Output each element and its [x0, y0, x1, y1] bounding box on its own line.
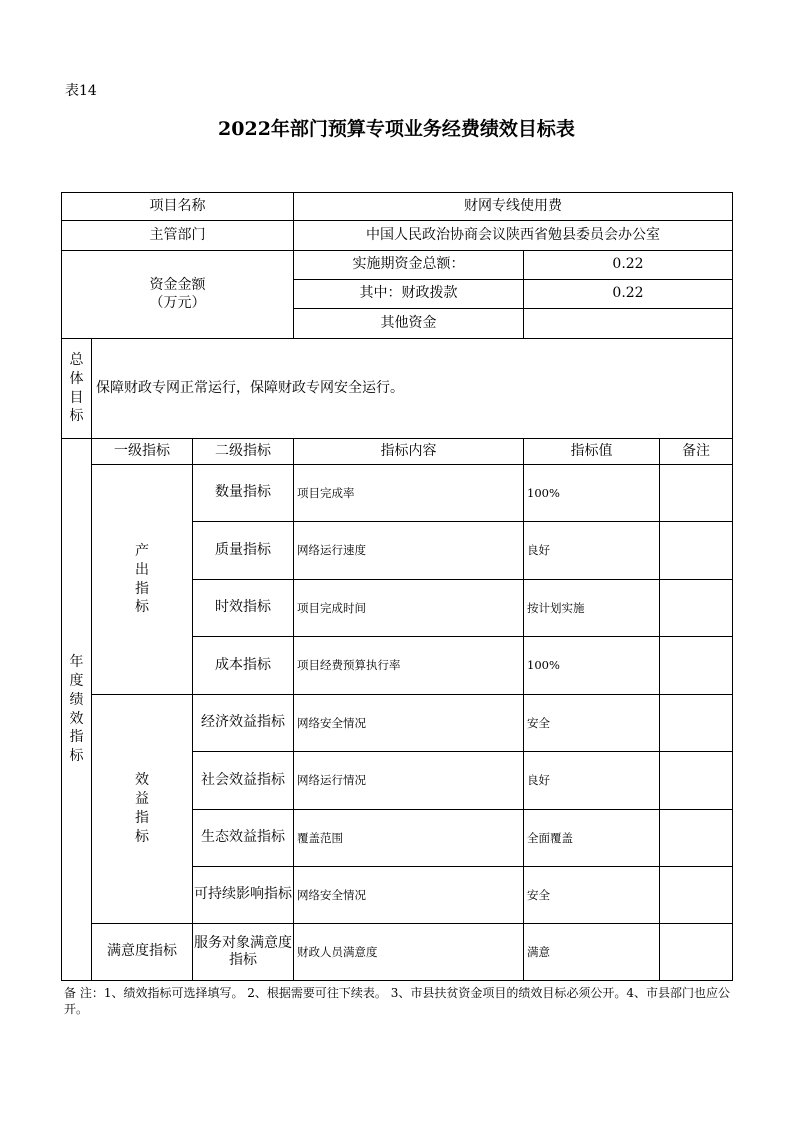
header-value: 指标值	[524, 439, 660, 465]
content-cell: 项目完成率	[294, 465, 524, 522]
fund-label: 资金金额	[149, 277, 206, 293]
table-row	[62, 695, 733, 752]
value-cell: 良好	[524, 752, 660, 810]
header-remark: 备注	[660, 439, 733, 465]
project-name-value: 财网专线使用费	[294, 193, 733, 221]
remark-cell	[660, 580, 733, 637]
project-name-label: 项目名称	[62, 193, 294, 221]
level2-cell: 可持续影响指标	[193, 867, 294, 924]
content-cell: 网络安全情况	[294, 867, 524, 924]
content-cell: 覆盖范围	[294, 810, 524, 867]
overall-goal-label: 总体目标	[62, 339, 92, 439]
content-cell: 网络安全情况	[294, 695, 524, 752]
content-cell: 项目经费预算执行率	[294, 637, 524, 695]
level2-cell: 数量指标	[193, 465, 294, 522]
remark-cell	[660, 522, 733, 580]
dept-value: 中国人民政治协商会议陕西省勉县委员会办公室	[294, 221, 733, 251]
value-cell: 安全	[524, 695, 660, 752]
remark-cell	[660, 867, 733, 924]
level2-cell: 社会效益指标	[193, 752, 294, 810]
level2-cell: 服务对象满意度指标	[193, 924, 294, 981]
remark-cell	[660, 637, 733, 695]
remark-cell	[660, 924, 733, 981]
level2-cell: 生态效益指标	[193, 810, 294, 867]
value-cell: 良好	[524, 522, 660, 580]
content-cell: 财政人员满意度	[294, 924, 524, 981]
level2-cell: 时效指标	[193, 580, 294, 637]
fund-unit: （万元）	[149, 294, 206, 311]
table-row	[62, 465, 733, 522]
form-number: 表14	[65, 83, 97, 99]
value-cell: 100%	[524, 637, 660, 695]
performance-target-table	[61, 192, 733, 981]
header-level2: 二级指标	[193, 439, 294, 465]
fiscal-fund-label: 其中：财政拨款	[294, 280, 524, 309]
fund-amount-label	[62, 251, 294, 339]
total-fund-label: 实施期资金总额：	[294, 251, 524, 280]
total-fund-value: 0.22	[524, 251, 733, 280]
other-fund-label: 其他资金	[294, 309, 524, 339]
remark-cell	[660, 465, 733, 522]
dept-label: 主管部门	[62, 221, 294, 251]
value-cell: 安全	[524, 867, 660, 924]
content-cell: 网络运行情况	[294, 752, 524, 810]
fiscal-fund-value: 0.22	[524, 280, 733, 309]
value-cell: 全面覆盖	[524, 810, 660, 867]
level2-cell: 质量指标	[193, 522, 294, 580]
other-fund-value	[524, 309, 733, 339]
content-cell: 项目完成时间	[294, 580, 524, 637]
remark-cell	[660, 810, 733, 867]
header-content: 指标内容	[294, 439, 524, 465]
overall-goal-text: 保障财政专网正常运行，保障财政专网安全运行。	[92, 339, 733, 439]
level2-cell: 经济效益指标	[193, 695, 294, 752]
benefit-indicator-label: 效益指标	[92, 695, 193, 924]
output-indicator-label: 产出指标	[92, 465, 193, 695]
header-level1: 一级指标	[92, 439, 193, 465]
content-cell: 网络运行速度	[294, 522, 524, 580]
annual-indicators-label: 年度绩效指标	[62, 439, 92, 981]
value-cell: 100%	[524, 465, 660, 522]
satisfaction-indicator-label: 满意度指标	[92, 924, 193, 981]
footnote: 备 注：1、绩效指标可选择填写。 2、根据需要可往下续表。 3、市县扶贫资金项目的绩效目标必须公开。4、市县部门也应公开。	[64, 986, 730, 1016]
level2-cell: 成本指标	[193, 637, 294, 695]
value-cell: 按计划实施	[524, 580, 660, 637]
table-row	[62, 924, 733, 981]
page-title: 2022年部门预算专项业务经费绩效目标表	[218, 118, 575, 140]
remark-cell	[660, 695, 733, 752]
value-cell: 满意	[524, 924, 660, 981]
remark-cell	[660, 752, 733, 810]
